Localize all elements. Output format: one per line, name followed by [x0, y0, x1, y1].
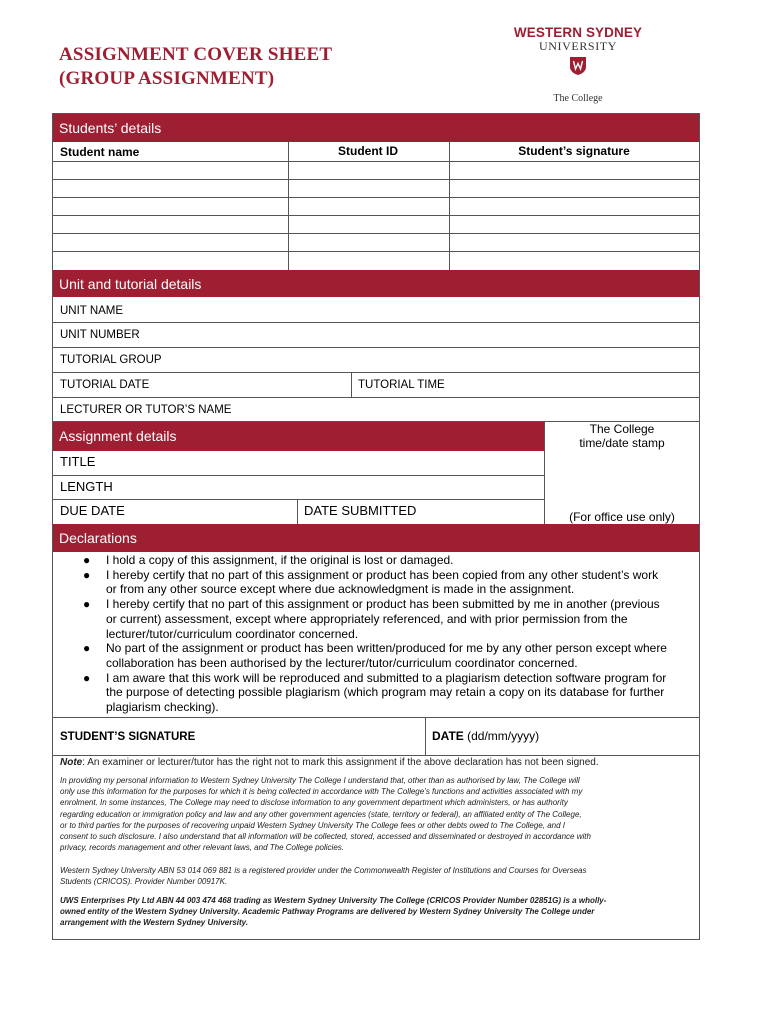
office-use-label: (For office use only) — [569, 510, 675, 524]
logo-line-2: UNIVERSITY — [539, 39, 617, 53]
privacy-line: In providing my personal information to Western Sydney University The College I understand that, other than as authorised by law, The College will — [60, 776, 580, 785]
declaration-item — [83, 597, 699, 641]
time-date-stamp-box — [545, 422, 699, 450]
row-divider — [53, 322, 699, 323]
student-entry-rows[interactable] — [53, 161, 699, 270]
note-text: : An examiner or lecturer/tutor has the right not to mark this assignment if the above declaration has not been signed. — [82, 757, 599, 768]
date-entry-area[interactable] — [573, 718, 698, 754]
col-student-name: Student name — [60, 145, 140, 159]
col-divider — [297, 499, 298, 524]
uws-line: UWS Enterprises Pty Ltd ABN 44 003 474 468 trading as Western Sydney University The College (CRICOS Provider Number 02851G) is a wholly- — [60, 896, 607, 905]
declaration-item — [83, 671, 699, 715]
row-divider — [53, 499, 544, 500]
title-line-2: (GROUP ASSIGNMENT) — [59, 68, 275, 89]
privacy-line: only use this information for the purposes for which it is being collected in accordance with The College’s functions and activities associated with my — [60, 787, 583, 797]
declarations-heading — [53, 524, 699, 552]
provider-statement — [60, 865, 694, 887]
privacy-line: regarding education or immigration policy and law and any other government agencies (state, territory or federal), an affiliated entity of The College, — [60, 809, 582, 819]
tutorial-time-label: TUTORIAL TIME — [358, 379, 445, 391]
privacy-line: or to third parties for the purposes of recovering unpaid Western Sydney University The College fees or other debts owed to The College, and I — [60, 820, 566, 830]
col-divider — [425, 717, 426, 755]
uws-line: owned entity of the Western Sydney University. Academic Pathway Programs are delivered by Western Sydney University The College under — [60, 907, 595, 917]
page-title — [59, 43, 332, 91]
declaration-line: collaboration has been authorised by the lecturer/tutor/curriculum coordinator concerned. — [106, 655, 578, 670]
note-line — [60, 757, 694, 769]
university-logo — [508, 26, 648, 104]
date-format-hint: (dd/mm/yyyy) — [467, 729, 540, 743]
unit-heading-text: Unit and tutorial details — [59, 276, 202, 292]
logo-line-1: WESTERN SYDNEY — [513, 25, 643, 40]
declaration-line: I hereby certify that no part of this assignment or product has been submitted by me in another (previous — [106, 597, 660, 612]
length-label: LENGTH — [60, 479, 113, 494]
row-divider — [53, 372, 699, 373]
provider-line: Students (CRICOS). Provider Number 00917K. — [60, 877, 228, 887]
unit-number-label: UNIT NUMBER — [60, 329, 140, 341]
col-divider — [351, 372, 352, 397]
uws-line: arrangement with the Western Sydney University. — [60, 918, 249, 928]
declaration-line: or current) assessment, except where appropriately referenced, and with prior permission from the — [106, 611, 628, 626]
note-label: Note — [60, 757, 83, 768]
row-divider — [53, 347, 699, 348]
privacy-line: enrolment. In some instances, The College may need to disclose information to any government department which administers, or has authority — [60, 798, 568, 808]
students-details-heading — [53, 114, 699, 142]
col-student-id: Student ID — [338, 144, 398, 158]
stamp-line-2: time/date stamp — [579, 436, 665, 450]
unit-details-heading — [53, 270, 699, 297]
declaration-item — [83, 641, 699, 670]
declaration-line: I hold a copy of this assignment, if the original is lost or damaged. — [106, 553, 454, 567]
privacy-statement — [60, 775, 694, 853]
assignment-heading-text: Assignment details — [59, 428, 177, 444]
student-signature-label: STUDENT’S SIGNATURE — [60, 731, 196, 743]
declaration-line: plagiarism checking). — [106, 700, 219, 715]
bullet-icon: ● — [83, 553, 91, 567]
bullet-icon: ● — [83, 597, 91, 612]
due-date-label: DUE DATE — [60, 503, 125, 518]
bullet-icon: ● — [83, 641, 91, 656]
declaration-item — [83, 568, 699, 597]
date-submitted-label: DATE SUBMITTED — [304, 503, 417, 518]
assignment-details-heading — [53, 422, 544, 451]
declarations-list — [83, 553, 699, 715]
declaration-line: I am aware that this work will be reproduced and submitted to a plagiarism detection software program for — [106, 670, 667, 685]
signature-entry-area[interactable] — [213, 718, 423, 754]
title-line-1: ASSIGNMENT COVER SHEET — [59, 44, 333, 65]
date-label: DATE — [432, 729, 464, 743]
privacy-line: privacy, records management and other relevant laws, and The College policies. — [60, 843, 344, 853]
cover-sheet-form — [52, 113, 700, 940]
bullet-icon: ● — [83, 670, 91, 685]
row-divider — [53, 397, 699, 398]
title-label: TITLE — [60, 454, 96, 469]
uws-statement — [60, 895, 694, 929]
declaration-line: or from any other source except where due acknowledgment is made in the assignment. — [106, 582, 575, 597]
unit-name-label: UNIT NAME — [60, 305, 124, 317]
privacy-line: consent to such disclosure. I also understand that all information will be collected, stored, accessed and disseminated or destroyed in accordance with — [60, 832, 591, 842]
declaration-line: lecturer/tutor/curriculum coordinator concerned. — [106, 626, 359, 641]
declaration-item — [83, 553, 699, 568]
row-divider — [53, 755, 699, 756]
declaration-line: the purpose of detecting possible plagiarism (which program may retain a copy on its database for further — [106, 685, 665, 700]
tutorial-date-label: TUTORIAL DATE — [60, 379, 150, 391]
provider-line: Western Sydney University ABN 53 014 069 881 is a registered provider under the Commonwealth Register of Institutions and Courses for Overseas — [60, 866, 587, 875]
declarations-heading-text: Declarations — [59, 530, 137, 546]
lecturer-label: LECTURER OR TUTOR’S NAME — [60, 404, 232, 416]
date-field — [432, 729, 539, 743]
row-divider — [53, 475, 544, 476]
logo-tagline: The College — [553, 93, 603, 104]
bullet-icon: ● — [83, 567, 91, 582]
tutorial-group-label: TUTORIAL GROUP — [60, 354, 162, 366]
stamp-line-1: The College — [589, 422, 655, 436]
declaration-line: No part of the assignment or product has been written/produced for me by any other person except where — [106, 641, 667, 656]
declaration-line: I hereby certify that no part of this assignment or product has been copied from any other student’s work — [106, 567, 659, 582]
students-heading-text: Students’ details — [59, 120, 162, 136]
shield-icon — [569, 56, 587, 76]
col-student-signature: Student’s signature — [518, 144, 630, 158]
